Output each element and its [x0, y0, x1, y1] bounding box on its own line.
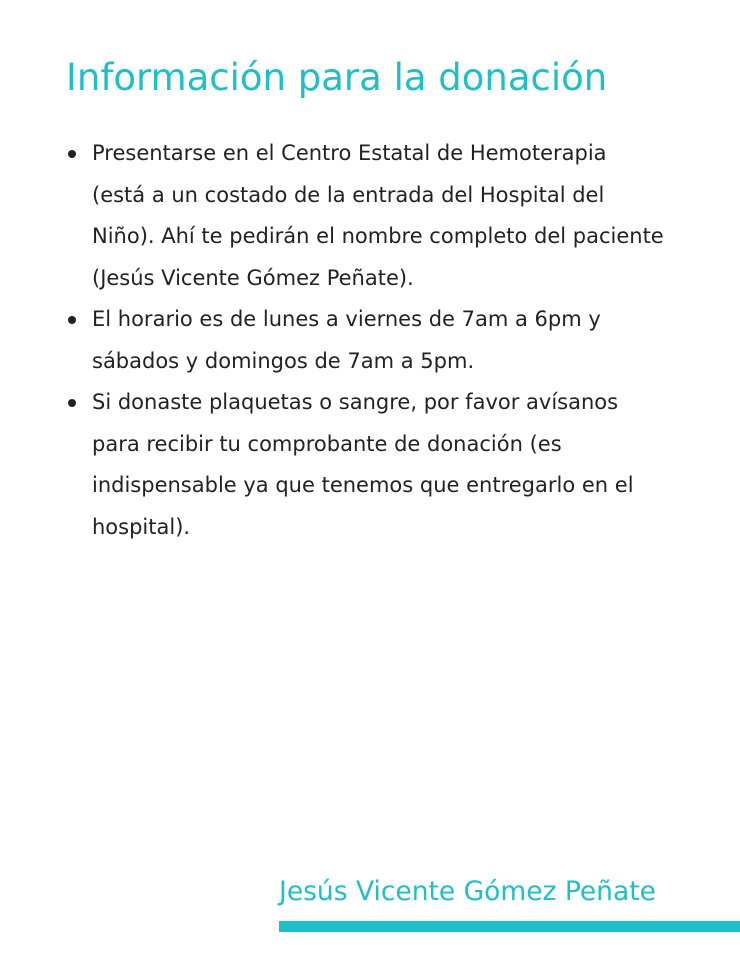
- list-item-text: El horario es de lunes a viernes de 7am a 6pm y sábados y domingos de 7am a 5pm.: [92, 307, 601, 373]
- bullet-icon: [68, 150, 76, 158]
- info-list: [66, 133, 666, 548]
- footer-accent-bar: [279, 921, 740, 932]
- list-item: [66, 299, 666, 382]
- bullet-icon: [68, 399, 76, 407]
- footer-name: Jesús Vicente Gómez Peñate: [279, 876, 656, 907]
- bullet-icon: [68, 316, 76, 324]
- list-item-text: Presentarse en el Centro Estatal de Hemoterapia (está a un costado de la entrada del Hospital del Niño). Ahí te pedirán el nombre completo del paciente (Jesús Vicente Gómez Peñate).: [92, 141, 664, 290]
- list-item-text: Si donaste plaquetas o sangre, por favor avísanos para recibir tu comprobante de donación (es indispensable ya que tenemos que entregarlo en el hospital).: [92, 390, 634, 539]
- list-item: [66, 133, 666, 299]
- list-item: [66, 382, 666, 548]
- page-title: Información para la donación: [66, 56, 608, 99]
